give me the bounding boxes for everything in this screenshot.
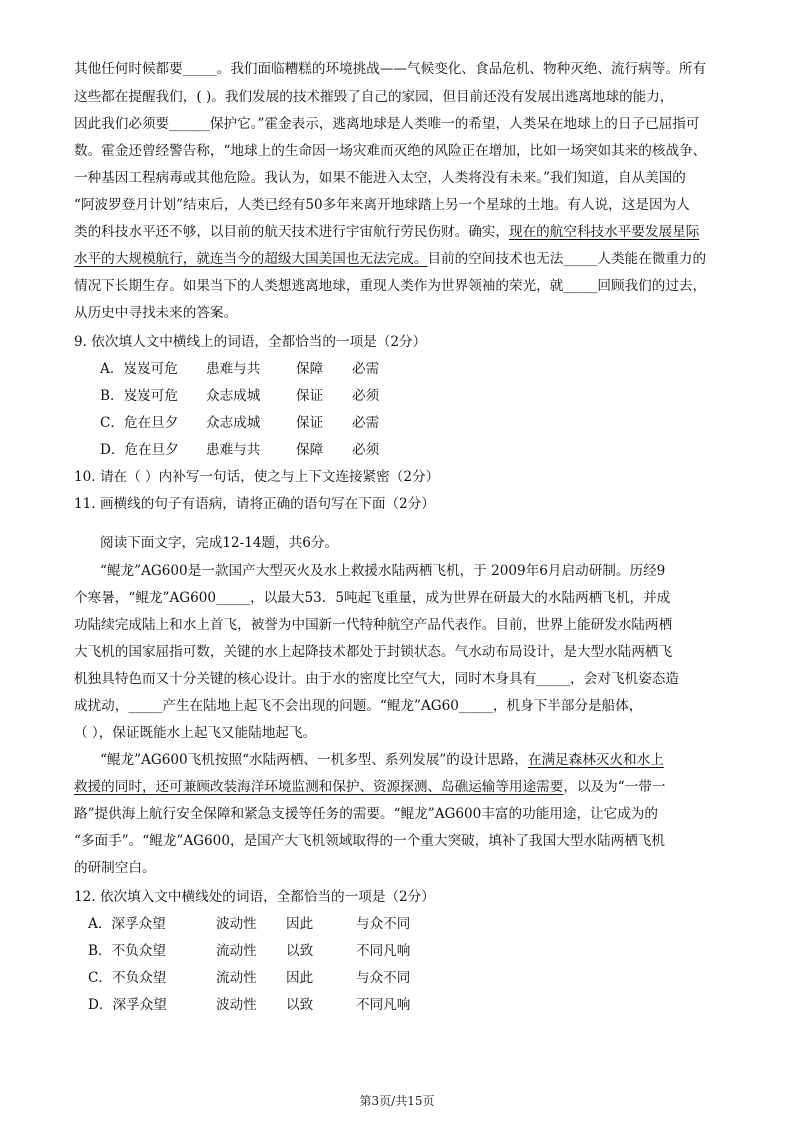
passage1-line: “阿波罗登月计划”结束后，人类已经有50多年来离开地球踏上另一个星球的土地。有人说，这是因为人 (74, 197, 690, 213)
passage2-line: “多面手”。“鲲龙”AG600，是国产大飞机领域取得的一个重大突破，填补了我国大型水陆两栖飞机 (74, 833, 665, 849)
question-12-option-a: A．深孚众望 波动性 因此 与众不同 (88, 916, 411, 932)
question-9-stem: 9. 依次填人文中横线上的词语，全都恰当的一项是（2分） (74, 334, 427, 350)
passage1-text: 目前的空间技术也无法_____人类能在微重力的 (427, 251, 707, 267)
passage1-line: 从历史中寻找未来的答案。 (74, 305, 238, 321)
passage1-line: 其他任何时候都要_____。我们面临糟糕的环境挑战——气候变化、食品危机、物种灭绝、流行病等。所有 (74, 61, 707, 77)
passage1-line: 这些都在提醒我们，( )。我们发展的技术摧毁了自己的家园，但目前还没有发展出逃离地球的能力， (74, 89, 674, 105)
question-11: 11. 画横线的句子有语病，请将正确的语句写在下面（2分） (74, 496, 435, 512)
underlined-sentence: 现在的航空科技水平要发展星际 (509, 224, 700, 240)
passage2-line: 个寒暑，“鲲龙”AG600_____，以最大53．5吨起飞重量，成为世界在研最大的水陆两栖飞机，并成 (74, 590, 671, 606)
passage2-line: “鲲龙”AG600飞机按照“水陆两栖、一机多型、系列发展”的设计思路，在满足森林灭火和水上 (100, 752, 664, 768)
underlined-sentence: 在满足森林灭火和水上 (527, 752, 664, 768)
question-12-option-d: D．深孚众望 波动性 以致 不同凡响 (88, 997, 411, 1013)
passage2-line: 大飞机的国家屈指可数，关键的水上起降技术都处于封锁状态。气水动布局设计，是大型水陆两栖飞 (74, 644, 673, 660)
question-10: 10. 请在（ ）内补写一句话，使之与上下文连接紧密（2分） (74, 469, 440, 485)
passage2-line: （ ），保证既能水上起飞又能陆地起飞。 (74, 725, 317, 741)
passage2-line: “鲲龙”AG600是一款国产大型灭火及水上救援水陆两栖飞机，于 2009年6月启动研制。历经9 (100, 563, 666, 579)
passage1-line: 数。霍金还曾经警告称，“地球上的生命因一场灾难而灭绝的风险正在增加，比如一场突如其来的核战争、 (74, 143, 707, 159)
question-9-option-c: C．危在旦夕 众志成城 保证 必需 (100, 415, 380, 431)
passage2-line: 成扰动，_____产生在陆地上起飞不会出现的问题。“鲲龙”AG60_____，机身下半部分是船体， (74, 698, 643, 714)
passage1-line: 因此我们必须要______保护它。”霍金表示，逃离地球是人类唯一的希望，人类呆在地球上的日子已屈指可 (74, 116, 700, 132)
passage2-line: 功陆续完成陆上和水上首飞，被誉为中国新一代特种航空产品代表作。目前，世界上能研发水陆两栖 (74, 617, 673, 633)
passage1-line: 一种基因工程病毒或其他危险。我认为，如果不能进入太空，人类将没有未来。”我们知道，自从美国的 (74, 170, 686, 186)
reading-instruction: 阅读下面文字，完成12-14题，共6分。 (100, 535, 339, 551)
question-12-option-b: B．不负众望 流动性 以致 不同凡响 (88, 943, 411, 959)
passage1-line (74, 219, 726, 245)
passage2-line: 的研制空白。 (74, 860, 156, 876)
page-number: 第3页/共15页 (359, 1094, 435, 1108)
question-9-option-a: A．岌岌可危 患难与共 保障 必需 (100, 361, 380, 377)
question-9-option-d: D．危在旦夕 患难与共 保障 必须 (100, 442, 380, 458)
question-9-option-b: B．岌岌可危 众志成城 保证 必须 (100, 388, 380, 404)
passage2-line: 救援的同时，还可兼顾改装海洋环境监测和保护、资源探测、岛礁运输等用途需要，以及为“一带一 (74, 779, 666, 795)
passage1-text: 类的科技水平还不够，以目前的航天技术进行宇宙航行劳民伤财。确实， (74, 224, 509, 240)
question-12-stem: 12. 依次填入文中横线处的词语，全都恰当的一项是（2分） (74, 889, 435, 905)
passage1-line (74, 246, 726, 272)
passage1-line: 情况下长期生存。如果当下的人类想逃离地球，重现人类作为世界领袖的荣光，就_____回顾我们的过去， (74, 278, 707, 294)
underlined-sentence: 水平的大规模航行，就连当今的超级大国美国也无法完成。 (74, 251, 428, 267)
question-12-option-c: C．不负众望 流动性 因此 与众不同 (88, 970, 411, 986)
passage2-line: 路”提供海上航行安全保障和紧急支援等任务的需要。“鲲龙”AG600丰富的功能用途，让它成为的 (74, 806, 659, 822)
underlined-sentence: 救援的同时，还可兼顾改装海洋环境监测和保护、资源探测、岛礁运输等用途需要 (74, 779, 564, 795)
passage2-line: 机独具特色而又十分关键的核心设计。由于水的密度比空气大，同时木身具有_____，会对飞机姿态造 (74, 671, 679, 687)
